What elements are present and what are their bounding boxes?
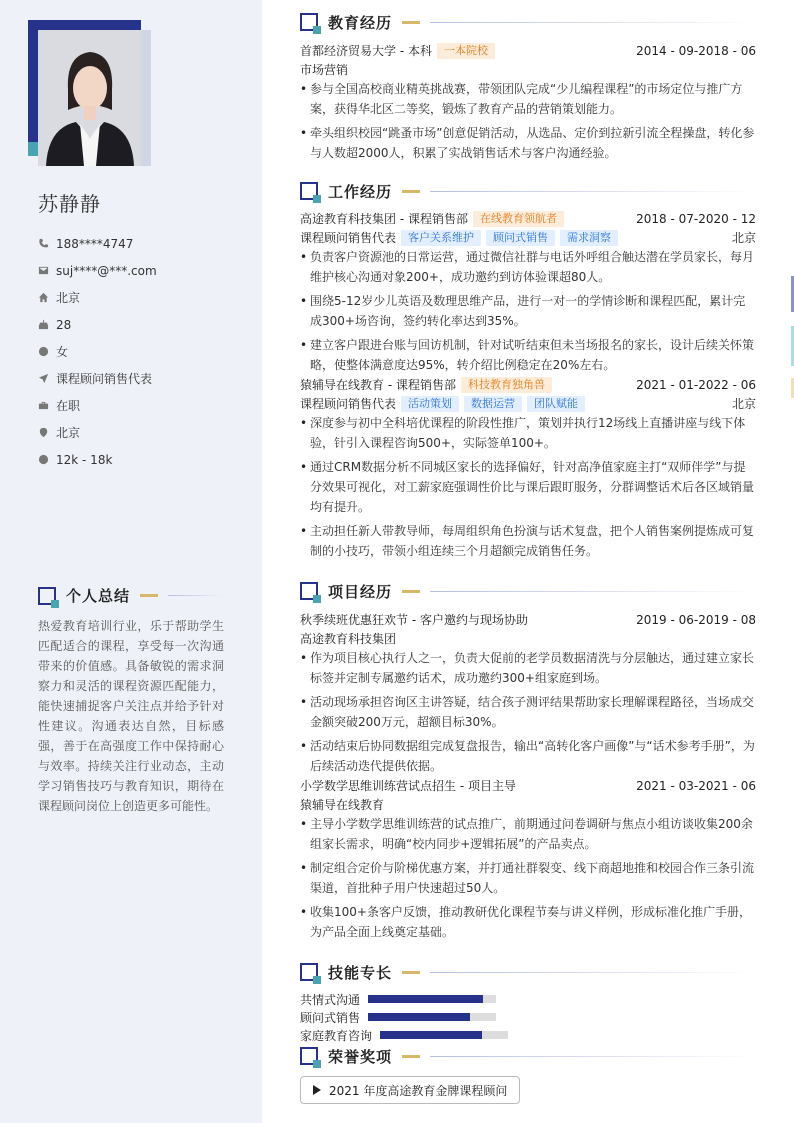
list-item: • 主导小学数学思维训练营的试点推广，前期通过问卷调研与焦点小组访谈收集200余组家长需求，明确“校内同步+逻辑拓展”的产品卖点。 [300, 814, 756, 854]
major: 市场营销 [300, 63, 349, 77]
skill-tag: 活动策划 [401, 396, 459, 412]
skill-item [300, 1008, 530, 1026]
briefcase-icon [38, 400, 56, 411]
project-entry [300, 610, 756, 776]
skill-tag: 顾问式销售 [486, 230, 555, 246]
skill-item [300, 990, 530, 1008]
play-icon [313, 1085, 321, 1095]
list-item: • 深度参与初中全科培优课程的阶段性推广，策划并执行12场线上直播讲座与线下体验，针引入课程咨询500+，实际签单100+。 [300, 413, 756, 453]
education-section [300, 12, 756, 167]
section-heading: 荣誉奖项 [300, 1046, 756, 1066]
project-org: 猿辅导在线教育 [300, 798, 385, 812]
section-square-icon [300, 963, 318, 981]
avatar [38, 30, 141, 166]
project-name: 小学数学思维训练营试点招生 - 项目主导 [300, 779, 516, 793]
list-item: • 作为项目核心执行人之一，负责大促前的老学员数据清洗与分层触达，通过建立家长标签并定制专属邀约话术，成功邀约300+组家庭到场。 [300, 648, 756, 688]
section-heading: 教育经历 [300, 12, 756, 32]
company-name: 高途教育科技集团 - 课程销售部 [300, 212, 468, 226]
job-role: 课程顾问销售代表 [300, 231, 397, 245]
salary-icon [38, 454, 56, 465]
skill-name: 家庭教育咨询 [300, 1028, 373, 1043]
section-heading: 工作经历 [300, 181, 756, 201]
summary-text: 热爱教育培训行业，乐于帮助学生匹配适合的课程，享受每一次沟通带来的价值感。具备敏锐的需求洞察力和灵活的课程资源匹配能力，能快速捕捉客户关注点并给予针对性建议。沟通表达自然，目标感强，善于在高强度工作中保持耐心与效率。持续关注行业动态，主动学习销售技巧与教育知识，期待在课程顾问岗位上创造更多可能性。 [38, 619, 224, 813]
phone-icon [38, 238, 56, 249]
work-section [300, 181, 756, 565]
job-date: 2018 - 07-2020 - 12 [636, 211, 756, 226]
job-entry [300, 209, 756, 375]
skill-tag: 团队赋能 [527, 396, 585, 412]
list-item: • 制定组合定价与阶梯优惠方案，并打通社群裂变、线下商超地推和校园合作三条引流渠道，首批种子用户快速超过50人。 [300, 858, 756, 898]
section-square-icon [38, 587, 56, 605]
honor-item: 2021 年度高途教育金牌课程顾问 [300, 1076, 520, 1104]
section-square-icon [300, 182, 318, 200]
projects-section [300, 581, 756, 946]
gender-icon [38, 346, 56, 357]
list-item: • 围绕5-12岁少儿英语及数理思维产品，进行一对一的学情诊断和课程匹配，累计完成300+场咨询，签约转化率达到35%。 [300, 291, 756, 331]
info-age: 28 [38, 311, 248, 338]
project-entry [300, 776, 756, 942]
project-org: 高途教育科技集团 [300, 632, 397, 646]
education-bullets [300, 79, 756, 163]
list-item: • 活动结束后协同数据组完成复盘报告，输出“高转化客户画像”与“话术参考手册”，为后续活动迭代提供依据。 [300, 736, 756, 776]
contact-info-list [38, 230, 248, 473]
info-email: suj****@***.com [38, 257, 248, 284]
summary-section-heading: 个人总结 [38, 585, 224, 606]
company-tag: 在线教育领航者 [473, 211, 564, 227]
education-date: 2014 - 09-2018 - 06 [636, 43, 756, 58]
job-entry [300, 375, 756, 561]
mail-icon [38, 265, 56, 276]
project-name: 秋季续班优惠狂欢节 - 客户邀约与现场协助 [300, 613, 528, 627]
list-item: • 活动现场承担咨询区主讲答疑，结合孩子测评结果帮助家长理解课程路径，当场成交金额突破200万元，超额目标30%。 [300, 692, 756, 732]
location-icon [38, 427, 56, 438]
info-job-target: 课程顾问销售代表 [38, 365, 248, 392]
skills-list [300, 990, 756, 1044]
job-city: 北京 [731, 397, 756, 411]
education-entry-header [300, 41, 756, 60]
project-date: 2019 - 06-2019 - 08 [636, 612, 756, 627]
job-role: 课程顾问销售代表 [300, 397, 397, 411]
skill-tag: 客户关系维护 [401, 230, 481, 246]
skill-level-bar [368, 995, 496, 1003]
skill-tag: 需求洞察 [560, 230, 618, 246]
send-icon [38, 373, 56, 384]
skill-item [300, 1026, 530, 1044]
skills-section [300, 962, 756, 1044]
cake-icon [38, 319, 56, 330]
school-tag: 一本院校 [437, 43, 495, 59]
skill-level-bar [380, 1031, 508, 1039]
info-location: 北京 [38, 419, 248, 446]
job-date: 2021 - 01-2022 - 06 [636, 377, 756, 392]
info-salary: 12k - 18k [38, 446, 248, 473]
section-square-icon [300, 582, 318, 600]
list-item: • 通过CRM数据分析不同城区家长的选择偏好，针对高净值家庭主打“双师伴学”与提分效果可视化，对工薪家庭强调性价比与课后跟盯服务，分群调整话术后各区域销量均有提升。 [300, 457, 756, 517]
section-square-icon [300, 13, 318, 31]
honors-section [300, 1046, 756, 1104]
skill-tag: 数据运营 [464, 396, 522, 412]
list-item: • 收集100+条客户反馈，推动教研优化课程节奏与讲义样例，形成标准化推广手册，为产品全面上线奠定基础。 [300, 902, 756, 942]
home-icon [38, 292, 56, 303]
list-item: • 牵头组织校园“跳蚤市场”创意促销活动，从选品、定价到拉新引流全程操盘，转化参与人数超2000人，积累了实战销售话术与客户沟通经验。 [300, 123, 756, 163]
info-gender: 女 [38, 338, 248, 365]
company-tag: 科技教育独角兽 [461, 377, 552, 393]
candidate-name: 苏静静 [38, 192, 101, 216]
section-square-icon [300, 1047, 318, 1065]
list-item: • 建立客户跟进台账与回访机制，针对试听结束但未当场报名的家长，设计后续关怀策略，使整体满意度达95%，转介绍比例稳定在20%左右。 [300, 335, 756, 375]
skill-level-bar [368, 1013, 496, 1021]
job-city: 北京 [731, 231, 756, 245]
skill-name: 顾问式销售 [300, 1010, 361, 1025]
skill-name: 共情式沟通 [300, 992, 361, 1007]
section-heading: 项目经历 [300, 581, 756, 601]
sidebar [0, 0, 262, 1123]
info-hometown: 北京 [38, 284, 248, 311]
project-date: 2021 - 03-2021 - 06 [636, 778, 756, 793]
info-phone: 188****4747 [38, 230, 248, 257]
list-item: • 主动担任新人带教导师，每周组织角色扮演与话术复盘，把个人销售案例提炼成可复制的小技巧，带领小组连续三个月超额完成销售任务。 [300, 521, 756, 561]
section-heading: 技能专长 [300, 962, 756, 982]
school-name: 首都经济贸易大学 - 本科 [300, 44, 432, 58]
info-status: 在职 [38, 392, 248, 419]
company-name: 猿辅导在线教育 - 课程销售部 [300, 378, 456, 392]
list-item: • 负责客户资源池的日常运营，通过微信社群与电话外呼组合触达潜在学员家长，每月维护核心沟通对象200+，成功邀约到访体验课超80人。 [300, 247, 756, 287]
list-item: • 参与全国高校商业精英挑战赛，带领团队完成“少儿编程课程”的市场定位与推广方案，获得华北区二等奖，锻炼了教育产品的营销策划能力。 [300, 79, 756, 119]
